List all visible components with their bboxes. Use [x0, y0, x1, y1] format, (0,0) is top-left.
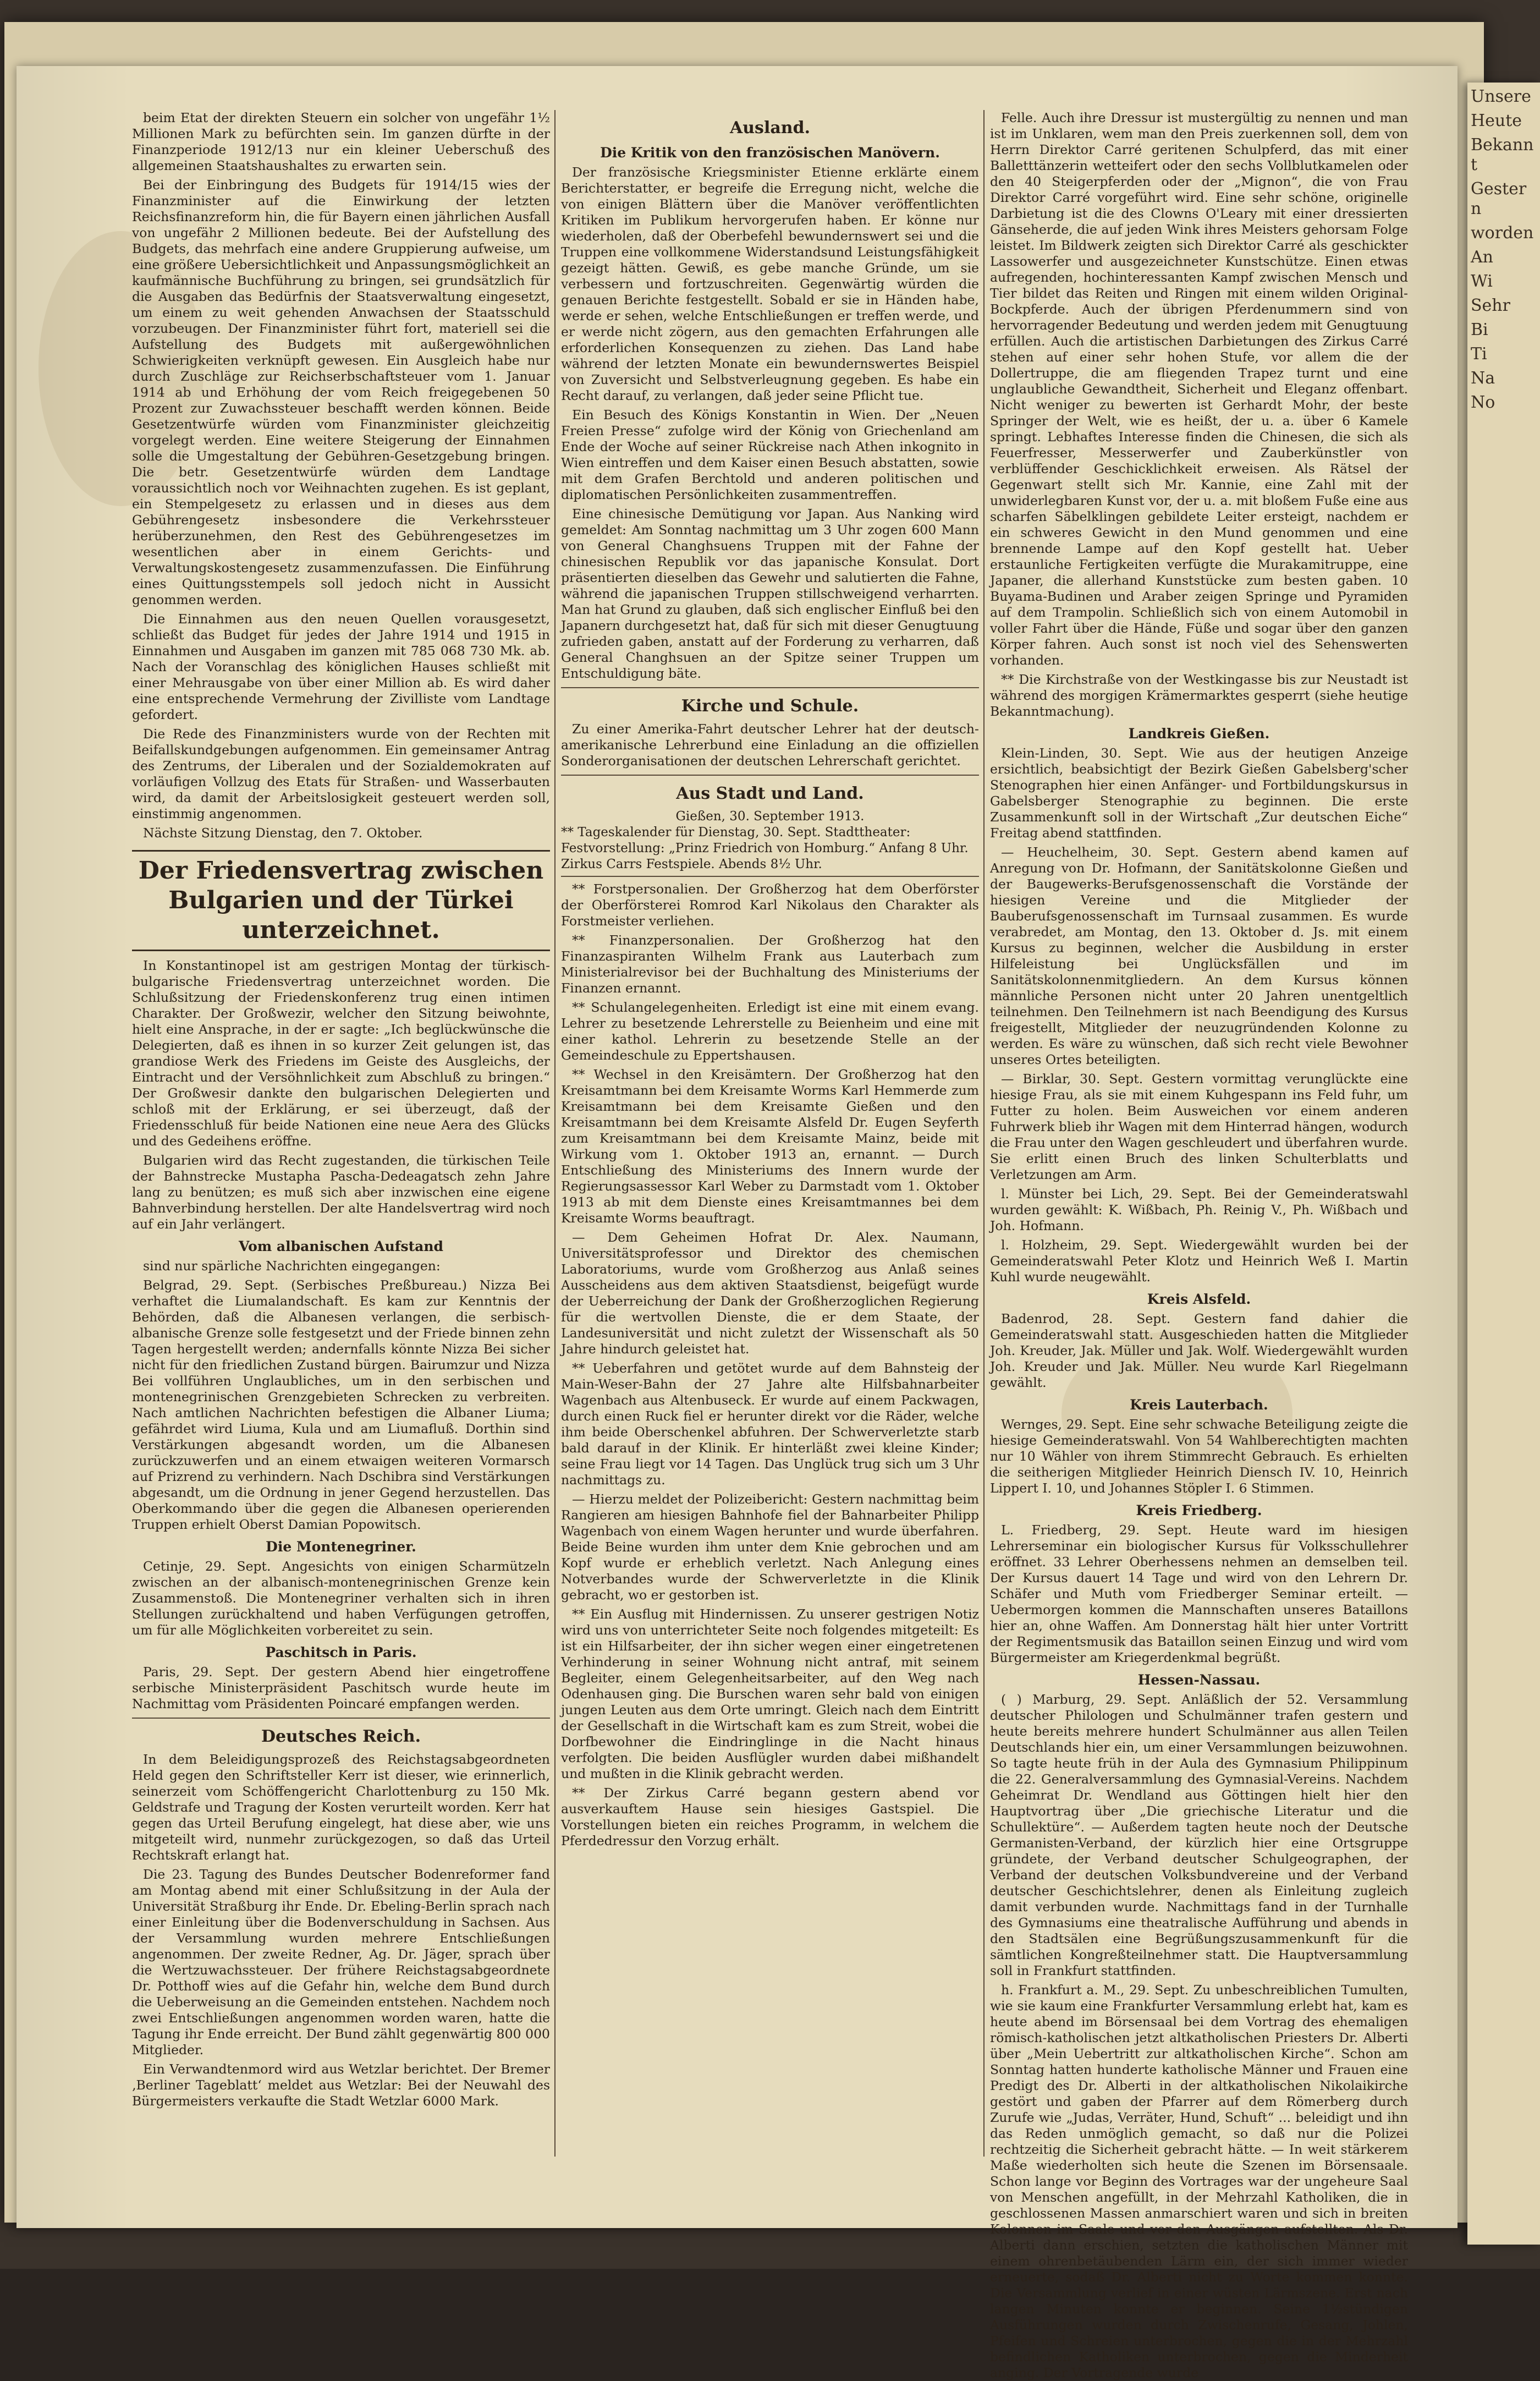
paris-heading: Paschitsch in Paris.	[265, 1644, 417, 1660]
paragraph: An	[1471, 248, 1493, 267]
paragraph: Felle. Auch ihre Dressur ist mustergültig zu nennen und man ist im Unklaren, wem man den Preis zuerkennen soll, dem von Herrn Direktor Carré geritenen Schulpferd, das mit einer Balletttänzerin wetteifert oder den sechs Vollblutkamelen oder den 40 Steigerpferden oder der „Mignon“, die von Frau Direktor Carré vorgeführt wird. Eine sehr schöne, originelle Darbietung ist die des Clowns O'Leary mit einer dressierten Gänseherde, die auf jeden Wink ihres Meisters gehorsam Folge leistet. Im Bildwerk zeigten sich Direktor Carré als geschickter Lassowerfer und ausgezeichneter Kunstschütze. Einen etwas aufregenden, hochinteressanten Kampf zwischen Mensch und Tier bildet das Reiten und Ringen mit einem wilden Original-Bockpferde. Auch der übrigen Pferdenummern sind von hervorragender Bedeutung und werden jedem mit Genugtuung erfüllen. Auch die artistischen Darbietungen des Zirkus Carré stehen auf einer sehr hohen Stufe, vor allem die der Dollertruppe, die am fliegenden Trapez turnt und eine unglaubliche Gewandtheit, Sicherheit und Eleganz offenbart. Nicht weniger zu bewerten ist Gerhardt Mohr, der beste Springer der Welt, wie es heißt, der u. a. über 6 Kamele springt. Lebhaftes Interesse finden die Chinesen, die sich als Feuerfresser, Messerwerfer und Zauberkünstler von verblüffender Geschicklichkeit erweisen. Als Rätsel der Gegenwart stellt sich Mr. Kannie, eine Zahl mit der unwiderlegbaren Kunst vor, der u. a. mit bloßem Fuße eine aus scharfen Säbelklingen gebildete Leiter ersteigt, nachdem er ein schweres Gewicht in den Mund genommen und eine brennende Lampe auf den Kopf gestellt hat. Ueber erstaunliche Fertigkeiten verfügte die Murakamitruppe, eine Japaner, die allerhand Kunststücke zum besten gaben. 10 Buyama-Budinen und Araber zeigen Springe und Pyramiden auf dem Trampolin. Schließlich sich von einem Automobil in voller Fahrt über die Hände, Füße und sogar über den ganzen Körper fahren. Auch sonst ist noch viel des Sehenswerten vorhanden.	[990, 110, 1408, 668]
paragraph: ** Der Zirkus Carré begann gestern abend vor ausverkauftem Hause sein hiesiges Gastspiel. Die Vorstellungen bieten ein reiches Programm, in welchem die Pferdedressur den Vorzug erhält.	[561, 1785, 979, 1848]
paragraph: Ein Verwandtenmord wird aus Wetzlar berichtet. Der Bremer ‚Berliner Tageblatt‘ meldet aus Wetzlar: Bei der Neuwahl des Bürgermeisters verkaufte die Stadt Wetzlar 6000 Mark.	[132, 2061, 550, 2109]
paragraph: ( ) Marburg, 29. Sept. Anläßlich der 52. Versammlung deutscher Philologen und Schulmänner trafen gestern und heute bereits mehrere hundert Schulmänner aus allen Teilen Deutschlands hier ein, um einer Versammlungen beizuwohnen. So tagte heute früh in der Aula des Gymnasium Philippinum die 22. Generalversammlung des Gymnasial-Vereins. Nachdem Geheimrat Dr. Wendland aus Göttingen hielt hier den Hauptvortrag über „Die griechische Literatur und die Schullektüre“. — Außerdem tagten heute noch der Deutsche Germanisten-Verband, der kürzlich hier eine Ortsgruppe gründete, der Verband deutscher Schulgeographen, der Verband der deutschen Volksbundvereine und der Verband deutscher Geschichtslehrer, denen als Einleitung zugleich damit verbunden wurde. Nachmittags fand in der Turnhalle des Gymnasiums eine theatralische Aufführung und abends in den Stadtsälen eine Begrüßungszusammenkunft für die sämtlichen Kongreßteilnehmer statt. Die Hauptversammlung soll in Frankfurt stattfinden.	[990, 1692, 1408, 1978]
paragraph: Bekannt	[1471, 135, 1534, 174]
reich-heading: Deutsches Reich.	[261, 1727, 421, 1746]
paragraph: Na	[1471, 369, 1495, 388]
landkreis-heading: Landkreis Gießen.	[1128, 726, 1270, 742]
paragraph: In dem Beleidigungsprozeß des Reichstagsabgeordneten Held gegen den Schriftsteller Kerr ist dieser, wie erinnerlich, seinerzeit vom Schöffengericht Charlottenburg zu 150 Mk. Geldstrafe und Tragung der Kosten verurteilt worden. Kerr hat gegen das Urteil Berufung eingelegt, hat diese aber, wie uns mitgeteilt wird, nunmehr zurückgezogen, so daß das Urteil Rechtskraft erlangt hat.	[132, 1752, 550, 1863]
paragraph: Paris, 29. Sept. Der gestern Abend hier eingetroffene serbische Ministerpräsident Paschitsch wurde heute im Nachmittag vom Präsidenten Poincaré empfangen werden.	[132, 1664, 550, 1711]
treaty-article	[132, 958, 550, 1232]
alsfeld-article	[990, 1311, 1408, 1391]
zirkus-article	[990, 110, 1408, 720]
stadt-article	[561, 881, 979, 1849]
albania-article	[132, 1258, 550, 1533]
paragraph: h. Frankfurt a. M., 29. Sept. Zu unbeschreiblichen Tumulten, wie sie kaum eine Frankfurter Versammlung erlebt hat, kam es heute abend im Börsensaal bei dem Vortrag des ehemaligen römisch-katholischen jetzt altkatholischen Priesters Dr. Alberti über „Mein Uebertritt zur altkatholischen Kirche“. Schon am Sonntag hatten hunderte katholische Männer und Frauen eine Predigt des Dr. Alberti in der altkatholischen Nikolaikirche gestört und gaben der Pfarrer auf dem Römerberg durch Zurufe wie „Judas, Verräter, Hund, Schuft“ ... beleidigt und ihn das Reden unmöglich gemacht, so daß nur die Polizei rechtzeitig die Sicherheit gebracht hätte. — In weit stärkerem Maße wiederholten sich heute die Szenen im Börsensaale. Schon lange vor Beginn des Vortrages war der ungeheure Saal von Menschen angefüllt, in der Mehrzahl Katholiken, die in geschlossenen Massen anmarschiert waren und sich in breiten Kolonnen im Saale und vor den Ausgängen aufstellten. Als Dr. Alberti dann erschien, setzten die katholischen Männer mit einem ohrenbetäubenden Lärm ein, der sich immer wieder erneuerte, sodaß Dr. Alberti nicht zu Worte kommen konnte. Die Versammlung verlief in einer wüsten Lärmszene. Erst nach langen Minuten konnte er beginnen. Seine 1½stündigen Ausführungen wurden durch Zwischenrufe, Gesang, Johlen, Pfeifen und Schreien unterbrochen, gegen die in der Mehrzahl befindlichen Katholiken unterbrochen, gegen die Minderheit anging. Der Vortragende wurde	[990, 1982, 1408, 2380]
alsfeld-heading: Kreis Alsfeld.	[1147, 1291, 1251, 1307]
paragraph: Belgrad, 29. Sept. (Serbisches Preßbureau.) Nizza Bei verhaftet die Liumalandschaft. Es kam zur Kenntnis der Behörden, daß die Albanesen verlangen, die serbisch-albanische Grenze solle festgesetzt und der Friede binnen zehn Tagen hergestellt werden; andernfalls könnte Nizza Bei sicher nicht für den friedlichen Zustand bürgen. Bairumzur und Nizza Bei vollführen Unglaubliches, um in den serbischen und montenegrinischen Grenzgebieten Schrecken zu verbreiten. Nach amtlichen Nachrichten befestigen die Albaner Liuma; gefährdet wird Liuma, Kula und am Liumafluß. Dorthin sind Verstärkungen abgesandt worden, um die Albanesen zurückzuwerfen und an einem etwaigen weiteren Vormarsch auf Prizrend zu verhindern. Nach Dschibra sind Verstärkungen abgesandt, um die Ordnung in jener Gegend herzustellen. Das Oberkommando über die gegen die Albanesen operierenden Truppen erhielt Oberst Damian Popowitsch.	[132, 1277, 550, 1532]
paragraph: Die Einnahmen aus den neuen Quellen vorausgesetzt, schließt das Budget für jedes der Jahre 1914 und 1915 in Einnahmen und Ausgaben im ganzen mit 785 068 730 Mk. ab. Nach der Voranschlag des königlichen Hauses schließt mit einer Mehrausgabe von über einer Million ab. Es wird daher eine entsprechende Vermehrung der Zivilliste vom Landtage gefordert.	[132, 611, 550, 722]
paragraph: ** Forstpersonalien. Der Großherzog hat dem Oberförster der Oberförsterei Romrod Karl Nikolaus den Charakter als Forstmeister verliehen.	[561, 881, 979, 929]
paragraph: Klein-Linden, 30. Sept. Wie aus der heutigen Anzeige ersichtlich, beabsichtigt der Bezirk Gießen Gabelsberg'scher Stenographen hier einen Anfänger- und Fortbildungskursus in Gabelsberger Stenographie zu beginnen. Die erste Zusammenkunft soll in der Wirtschaft „Zur deutschen Eiche“ Freitag abend stattfinden.	[990, 745, 1408, 841]
paragraph: Zirkus Carrs Festspiele. Abends 8½ Uhr.	[561, 857, 822, 871]
manoever-heading: Die Kritik von den französischen Manövern.	[600, 145, 940, 161]
paragraph: Bulgarien wird das Recht zugestanden, die türkischen Teile der Bahnstrecke Mustapha Pascha-Dedeagatsch zehn Jahre lang zu benützen; es muß sich aber inzwischen eine eigene Bahnverbindung herstellen. Der alte Handelsvertrag wird noch auf ein Jahr verlängert.	[132, 1153, 550, 1232]
paragraph: Nächste Sitzung Dienstag, den 7. Oktober.	[143, 825, 423, 841]
paragraph: Gestern	[1471, 179, 1527, 218]
paragraph: beim Etat der direkten Steuern ein solcher von ungefähr 1½ Millionen Mark zu befürchten sein. Im ganzen dürfte in der Finanzperiode 1912/13 nur ein kleiner Ueberschuß des allgemeinen Staatshaushaltes zu erwarten sein.	[132, 110, 550, 173]
budget-article	[132, 110, 550, 841]
lauterbach-heading: Kreis Lauterbach.	[1130, 1397, 1268, 1413]
montenegro-article	[132, 1559, 550, 1638]
local-calendar	[561, 809, 979, 877]
friedberg-article	[990, 1522, 1408, 1666]
paragraph: Heute	[1471, 111, 1522, 130]
paragraph: Ein Besuch des Königs Konstantin in Wien. Der „Neuen Freien Presse“ zufolge wird der König von Griechenland am Ende der Woche auf seiner Rückreise nach Athen inkognito in Wien eintreffen und dem Kaiser einen Besuch abstatten, sowie mit dem Grafen Berchtold und anderen politischen und diplomatischen Persönlichkeiten zusammentreffen.	[561, 407, 979, 502]
nassau-article	[990, 1692, 1408, 2381]
paragraph: ** Tageskalender für Dienstag, 30. Sept. Stadttheater: Festvorstellung: „Prinz Friedrich von Homburg.“ Anfang 8 Uhr.	[561, 825, 969, 855]
paragraph: — Heuchelheim, 30. Sept. Gestern abend kamen auf Anregung von Dr. Hofmann, der Sanitätskolonne Gießen und der Baugewerks-Berufsgenossenschaft die Vorstände der hiesigen Vereine und die Mitglieder der Bauberufsgenossenschaft im Turnsaal zusammen. Es wurde verabredet, am Montag, den 13. Oktober d. Js. mit einem Kursus zu beginnen, welcher die Ausbildung in erster Hilfeleistung bei Unglücksfällen und im Sanitätskolonnenmitgliedern. An dem Kursus können männliche Personen nicht unter 20 Jahren unentgeltlich teilnehmen. Den Teilnehmern ist nach Beendigung des Kursus freigestellt, Mitglieder der neuzugründenden Kolonne zu werden. Es wäre zu wünschen, daß sich recht viele Bewohner unseres Ortes beteiligten.	[990, 844, 1408, 1067]
paragraph: — Dem Geheimen Hofrat Dr. Alex. Naumann, Universitätsprofessor und Direktor des chemischen Laboratoriums, wurde vom Großherzog aus Anlaß seines Ausscheidens aus dem aktiven Staatsdienst, beigefügt wurde der Ueberreichung der Dank der Großherzoglichen Regierung für die wertvollen Dienste, die er dem Staate, der Landesuniversität und nicht zuletzt der Wissenschaft als 50 Jahre hindurch geleistet hat.	[561, 1230, 979, 1357]
paragraph: worden	[1471, 223, 1534, 243]
stadt-heading: Aus Stadt und Land.	[676, 784, 864, 803]
paragraph: sind nur spärliche Nachrichten eingegangen:	[143, 1258, 441, 1274]
column-2	[561, 110, 979, 2157]
paragraph: Der französische Kriegsminister Etienne erklärte einem Berichterstatter, er begreife die Erregung nicht, welche die von einigen Blättern über die Manöver veröffentlichten Kritiken im Publikum hervorgerufen haben. Er könne nur wiederholen, daß der Oberbefehl bewundernswert sei und die Truppen eine vollkommene Widerstandsund Leistungsfähigkeit gezeigt hätten. Gewiß, es gebe manche Gründe, um sie verbessern und fortzuschreiten. Gegenwärtig würden die genauen Berichte festgestellt. Sobald er sie in Händen habe, werde er sehen, welche Entschließungen er treffen werde, und er werde nicht zögern, aus den gemachten Erfahrungen alle erforderlichen Konsequenzen zu ziehen. Das Land habe während der letzten Monate ein bewundernswertes Beispiel von Zuversicht und Selbstverleugnung gegeben. Es habe ein Recht darauf, zu verlangen, daß jeder seine Pflicht tue.	[561, 164, 979, 403]
section-divider	[561, 775, 979, 776]
column-1	[132, 110, 550, 2157]
paris-article	[132, 1664, 550, 1712]
nassau-heading: Hessen-Nassau.	[1137, 1672, 1261, 1688]
landkreis-article	[990, 745, 1408, 1285]
paragraph: — Birklar, 30. Sept. Gestern vormittag verunglückte eine hiesige Frau, als sie mit einem Kuhgespann ins Feld fuhr, um Futter zu holen. Beim Ausweichen vor einem anderen Fuhrwerk blieb ihr Wagen mit dem Hinterrad hängen, wodurch die Frau unter den Wagen geschleudert und überfahren wurde. Sie erlitt einen Bruch des linken Schulterblatts und Verletzungen am Arm.	[990, 1071, 1408, 1182]
paragraph: ** Die Kirchstraße von der Westkingasse bis zur Neustadt ist während des morgigen Krämermarktes gesperrt (siehe heutige Bekanntmachung).	[990, 672, 1408, 719]
paragraph: ** Ein Ausflug mit Hindernissen. Zu unserer gestrigen Notiz wird uns von unterrichteter Seite noch folgendes mitgeteilt: Es ist ein Hilfsarbeiter, der ihn sicher wegen einer eingetretenen Verhinderung in seiner Wohnung nicht antraf, mit seinem Begleiter, einem Gelegenheitsarbeiter, auf den Weg nach Odenhausen ging. Die Burschen waren sehr bald von einigen jungen Leuten aus dem Orte umringt. Gleich nach dem Eintritt der Gesellschaft in die Wirtschaft kam es zum Streit, wobei die Dorfbewohner die Eindringlinge in die Nacht hinaus verfolgten. Die beiden Ausflügler wurden dabei mißhandelt und mußten in die Klinik gebracht werden.	[561, 1606, 979, 1781]
paragraph: Ti	[1471, 344, 1487, 364]
section-divider	[561, 687, 979, 688]
paragraph: Zu einer Amerika-Fahrt deutscher Lehrer hat der deutsch-amerikanische Lehrerbund eine Einladung an die offiziellen Sonderorganisationen der deutschen Lehrerschaft gerichtet.	[561, 721, 979, 769]
friedberg-heading: Kreis Friedberg.	[1136, 1502, 1262, 1518]
ausland-heading: Ausland.	[729, 118, 811, 138]
paragraph: Unsere	[1471, 87, 1531, 106]
manoever-article	[561, 164, 979, 404]
paragraph: — Hierzu meldet der Polizeibericht: Gestern nachmittag beim Rangieren am hiesigen Bahnhofe fiel der Bahnarbeiter Philipp Wagenbach von einem Wagen herunter und wurde überfahren. Beide Beine wurden ihm unter dem Knie gebrochen und am Kopf wurde er erheblich verletzt. Nach Anlegung eines Notverbandes wurde der Schwerverletzte in die Klinik gebracht, wo er gestorben ist.	[561, 1491, 979, 1603]
paragraph: In Konstantinopel ist am gestrigen Montag der türkisch-bulgarische Friedensvertrag unterzeichnet worden. Die Schlußsitzung der Friedenskonferenz trug einen intimen Charakter. Der Großwezir, welcher den Sitzung beiwohnte, hielt eine Ansprache, in der er sagte: „Ich beglückwünsche die Delegierten, daß es ihnen in so kurzer Zeit gelungen ist, das grandiose Werk des Friedens im Geiste des Ausgleichs, der Eintracht und der Versöhnlichkeit zum Abschluß zu bringen.“ Der Großwesir dankte den bulgarischen Delegierten und schloß mit der Erklärung, er sei überzeugt, daß der Friedensschluß für beide Nationen eine neue Aera des Glücks und des Gedeihens eröffne.	[132, 958, 550, 1149]
paragraph: Eine chinesische Demütigung vor Japan. Aus Nanking wird gemeldet: Am Sonntag nachmittag um 3 Uhr zogen 600 Mann von General Changhsuens Truppen mit der Fahne der chinesischen Republik vor das japanische Konsulat. Dort präsentierten dieselben das Gewehr und salutierten die Fahne, während die japanischen Truppen stillschweigend verharrten. Man hat Grund zu glauben, daß sich englischer Einfluß bei den Japanern durchgesetzt hat, daß für sich mit dieser Genugtuung zufrieden gaben, anstatt auf der Forderung zu verharren, daß General Changhsuen an der Spitze seiner Truppen um Entschuldigung bäte.	[561, 506, 979, 681]
paragraph: Wernges, 29. Sept. Eine sehr schwache Beteiligung zeigte die hiesige Gemeinderatswahl. Von 54 Wahlberechtigten machten nur 10 Wähler von ihrem Stimmrecht Gebrauch. Es erhielten die seitherigen Mitglieder Heinrich Diensch IV. 10, Heinrich Lippert I. 10, und Johannes Stöpler I. 6 Stimmen.	[990, 1417, 1408, 1496]
paragraph: ** Schulangelegenheiten. Erledigt ist eine mit einem evang. Lehrer zu besetzende Lehrerstelle zu Beienheim und eine mit einer kathol. Lehrerin zu besetzende Stelle an der Gemeindeschule zu Eppertshausen.	[561, 1000, 979, 1063]
lauterbach-article	[990, 1417, 1408, 1496]
paragraph: Badenrod, 28. Sept. Gestern fand dahier die Gemeinderatswahl statt. Ausgeschieden hatten die Mitglieder Joh. Kreuder, Jak. Müller und Jak. Wolf. Wiedergewählt wurden Joh. Kreuder und Jak. Müller. Neu wurde Karl Riegelmann gewählt.	[990, 1311, 1408, 1390]
albania-heading: Vom albanischen Aufstand	[238, 1238, 444, 1254]
paragraph: No	[1471, 393, 1495, 412]
montenegro-heading: Die Montenegriner.	[266, 1539, 416, 1555]
dateline: Gießen, 30. September 1913.	[675, 809, 865, 824]
paragraph: Sehr	[1471, 296, 1510, 315]
japan-article	[561, 506, 979, 682]
paragraph: L. Friedberg, 29. Sept. Heute ward im hiesigen Lehrerseminar ein biologischer Kursus für Volksschullehrer eröffnet. 33 Lehrer Oberhessens nehmen an demselben teil. Der Kursus dauert 14 Tage und wird von den Lehrern Dr. Schäfer und Muth vom Friedberger Seminar erteilt. — Uebermorgen kommen die Mannschaften unseres Bataillons hier an, ohne Waffen. Am Donnerstag hält hier unter Vortritt der Regimentsmusik das Bataillon seinen Einzug und wird vom Bürgermeister am Kriegerdenkmal begrüßt.	[990, 1522, 1408, 1665]
paragraph: Die Rede des Finanzministers wurde von der Rechten mit Beifallskundgebungen aufgenommen. Ein gemeinsamer Antrag des Zentrums, der Liberalen und der Sozialdemokraten auf vorläufigen Vollzug des Etats für Straßen- und Wasserbauten wird, da damit der Arbeitslosigkeit gesteuert werden soll, einstimmig angenommen.	[132, 726, 550, 821]
treaty-headline: Der Friedensvertrag zwischen Bulgarien und der Türkei unterzeichnet.	[132, 850, 550, 951]
reich-article	[132, 1752, 550, 2109]
section-divider	[132, 1718, 550, 1719]
paragraph: Wi	[1471, 272, 1493, 291]
adjacent-page-fragment	[1467, 83, 1540, 2245]
paragraph: ** Ueberfahren und getötet wurde auf dem Bahnsteig der Main-Weser-Bahn der 27 Jahre alte Hilfsbahnarbeiter Wagenbach aus Altenbuseck. Er wurde auf einem Packwagen, durch einen Ruck fiel er herunter direkt vor die Räder, welche ihm beide Oberschenkel abfuhren. Der Schwerverletzte starb bald darauf in der Klinik. Er hinterläßt zwei kleine Kinder; seine Frau liegt vor 14 Tagen. Das Unglück trug sich um 3 Uhr nachmittags zu.	[561, 1360, 979, 1488]
paragraph: Bei der Einbringung des Budgets für 1914/15 wies der Finanzminister auf die Einwirkung der letzten Reichsfinanzreform hin, die für Bayern einen jährlichen Ausfall von ungefähr 2 Millionen bedeute. Bei der Aufstellung des Budgets, das mehrfach eine andere Gruppierung aufweise, um eine größere Uebersichtlichkeit und Anpassungsmöglichkeit an kaufmännische Buchführung zu bringen, sei grundsätzlich für die Ausgaben das Bedürfnis der Staatsverwaltung eingesetzt, um einem zu weit gehenden Anwachsen der Staatsschuld vorzubeugen. Der Finanzminister führt fort, materiell sei die Aufstellung des Budgets mit außergewöhnlichen Schwierigkeiten verknüpft gewesen. Ein Ausgleich habe nur durch Zuschläge zur Reichserbschaftsteuer vom 1. Januar 1914 ab und Erhöhung der vom Reich freigegebenen 50 Prozent zur Zuwachssteuer beschafft werden können. Beide Gesetzentwürfe würden vom Finanzminister gleichzeitig vorgelegt werden. Eine weitere Steigerung der Einnahmen solle die Umgestaltung der Gebühren-Gesetzgebung bringen. Die betr. Gesetzentwürfe würden dem Landtage voraussichtlich noch vor Weihnachten zugehen. Es ist geplant, ein Stempelgesetz zu erlassen und in dieses aus dem Gebührengesetz insbesondere die Verkehrssteuer herüberzunehmen, den Rest des Gebührengesetzes im wesentlichen aber in einem Gerichts- und Verwaltungskostengesetz zusammenzufassen. Die Einführung eines Quittungsstempels soll jedoch nicht in Aussicht genommen werden.	[132, 177, 550, 607]
column-rule-2	[983, 110, 985, 2157]
paragraph: ** Finanzpersonalien. Der Großherzog hat den Finanzaspiranten Wilhelm Frank aus Lauterbach zum Ministerialrevisor bei der Buchhaltung des Ministeriums der Finanzen ernannt.	[561, 932, 979, 996]
paragraph: Die 23. Tagung des Bundes Deutscher Bodenreformer fand am Montag abend mit einer Schlußsitzung in der Aula der Universität Straßburg ihr Ende. Dr. Ebeling-Berlin sprach nach einer Einleitung über die Bodenverschuldung in Sachsen. Aus der Versammlung wurden mehrere Entschließungen angenommen. Der zweite Redner, Ag. Dr. Jäger, sprach über die Wertzuwachssteuer. Der frühere Reichstagsabgeordnete Dr. Potthoff wies auf die Gefahr hin, welche dem Bund durch die Ueberweisung an die Gemeinden entstehen. Nachdem noch zwei Entschließungen angenommen worden waren, hatte die Tagung ihr Ende erreicht. Der Bund zählt gegenwärtig 800 000 Mitglieder.	[132, 1867, 551, 2058]
paragraph: Bi	[1471, 320, 1488, 339]
kirche-article	[561, 721, 979, 769]
kirche-heading: Kirche und Schule.	[681, 696, 859, 716]
paragraph: Cetinje, 29. Sept. Angesichts von einigen Scharmützeln zwischen an der albanisch-montenegrinischen Grenze kein Zusammenstoß. Die Montenegriner verhalten sich in ihren Stellungen zurückhaltend und haben Verfügungen getroffen, um für alle Möglichkeiten vorbereitet zu sein.	[132, 1559, 550, 1638]
paragraph: ** Wechsel in den Kreisämtern. Der Großherzog hat den Kreisamtmann bei dem Kreisamte Worms Karl Hemmerde zum Kreisamtmann bei dem Kreisamte Gießen und den Kreisamtmann bei dem Kreisamte Alsfeld Dr. Eugen Seyferth zum Kreisamtmann bei dem Kreisamte Mainz, beide mit Wirkung vom 1. Oktober 1913 an, ernannt. — Durch Entschließung des Ministeriums des Innern wurde der Regierungsassessor Karl Weber zu Darmstadt vom 1. Oktober 1913 ab mit dem Dienste eines Kreisamtmannes bei dem Kreisamte Worms beauftragt.	[561, 1067, 979, 1226]
konstantin-article	[561, 407, 979, 503]
column-3	[990, 110, 1408, 2380]
column-rule-1	[554, 110, 556, 2157]
paragraph: l. Münster bei Lich, 29. Sept. Bei der Gemeinderatswahl wurden gewählt: K. Wißbach, Ph. Reinig V., Ph. Wißbach und Joh. Hofmann.	[990, 1186, 1408, 1233]
paragraph: l. Holzheim, 29. Sept. Wiedergewählt wurden bei der Gemeinderatswahl Peter Klotz und Heinrich Weß I. Martin Kuhl wurde neugewählt.	[990, 1237, 1408, 1285]
